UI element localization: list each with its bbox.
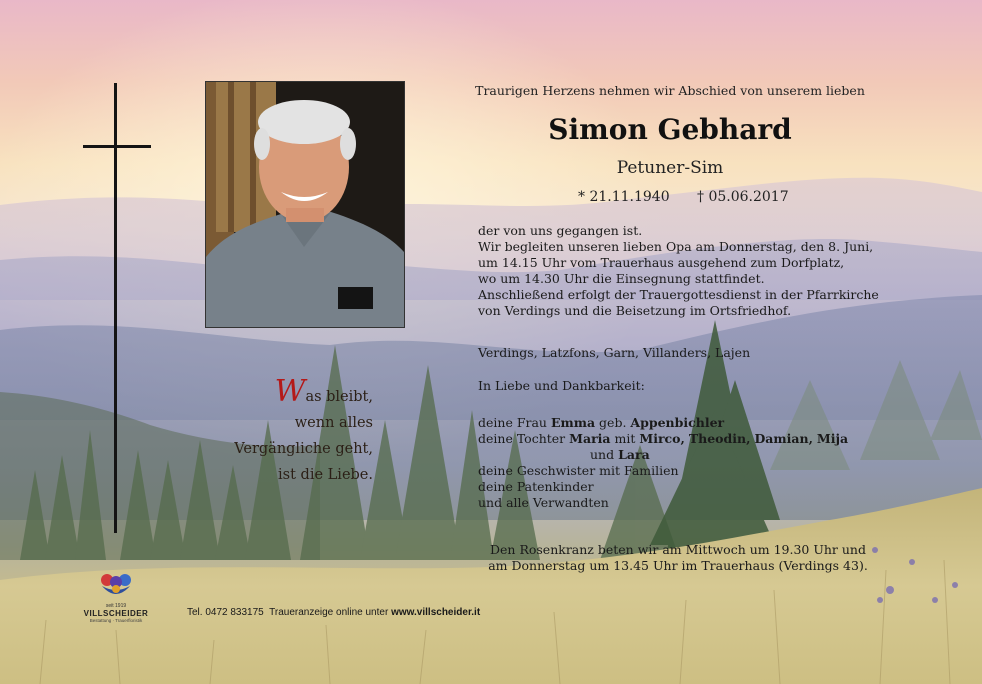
rosary-line: Den Rosenkranz beten wir am Mittwoch um 19.30 Uhr und	[490, 542, 866, 557]
portrait-image	[206, 82, 404, 327]
logo-name: VILLSCHEIDER	[83, 609, 149, 618]
death-date: † 05.06.2017	[697, 189, 789, 205]
logo-since: seit 1919	[105, 603, 127, 609]
footer-contact	[187, 607, 480, 618]
body-line: Wir begleiten unseren lieben Opa am Donnerstag, den 8. Juni,	[478, 239, 874, 254]
rosary-notice	[478, 542, 878, 574]
quote-line-4: ist die Liebe.	[278, 467, 373, 483]
family-siblings: deine Geschwister mit Familien	[478, 463, 679, 478]
quote-line-3: Vergängliche geht,	[234, 441, 373, 457]
family-wife: deine Frau Emma geb. Appenbichler	[478, 415, 725, 430]
body-line: der von uns gegangen ist.	[478, 223, 643, 238]
love-line: In Liebe und Dankbarkeit:	[478, 378, 645, 393]
cross-bar	[83, 145, 151, 148]
online-text: Traueranzeige online unter	[269, 607, 389, 618]
portrait-photo	[205, 81, 405, 328]
logo-tagline: Bestattung · Trauerfloristik	[89, 618, 143, 623]
funeral-home-logo	[74, 572, 158, 624]
quote-line-2: wenn alles	[294, 415, 373, 431]
quote-line-1: Was bleibt,	[274, 374, 373, 409]
family-godchildren: deine Patenkinder	[478, 479, 594, 494]
nickname: Petuner-Sim	[616, 158, 724, 178]
ceremony-text	[478, 223, 879, 319]
body-line: um 14.15 Uhr vom Trauerhaus ausgehend zum Dorfplatz,	[478, 255, 845, 270]
places-line: Verdings, Latzfons, Garn, Villanders, Lajen	[478, 345, 751, 360]
rosary-line: am Donnerstag um 13.45 Uhr im Trauerhaus (Verdings 43).	[488, 558, 868, 573]
website-link[interactable]: www.villscheider.it	[391, 607, 481, 618]
family-grandkid-lara: und Lara	[590, 447, 650, 462]
birth-date: * 21.11.1940	[578, 189, 670, 205]
cross-icon	[114, 83, 117, 533]
family-relatives: und alle Verwandten	[478, 495, 609, 510]
intro-text: Traurigen Herzens nehmen wir Abschied von unserem lieben	[475, 83, 865, 98]
body-line: von Verdings und die Beisetzung im Ortsfriedhof.	[478, 303, 792, 318]
deceased-name: Simon Gebhard	[548, 113, 792, 146]
quote-dropcap: W	[274, 374, 306, 409]
family-list	[478, 415, 848, 511]
phone-number: Tel. 0472 833175	[187, 607, 264, 618]
family-crest-icon	[98, 572, 134, 598]
family-daughter: deine Tochter Maria mit Mirco, Theodin, Damian, Mija	[478, 431, 849, 446]
body-line: wo um 14.30 Uhr die Einsegnung stattfindet.	[478, 271, 765, 286]
memorial-quote	[228, 374, 373, 488]
body-line: Anschließend erfolgt der Trauergottesdienst in der Pfarrkirche	[478, 287, 879, 302]
